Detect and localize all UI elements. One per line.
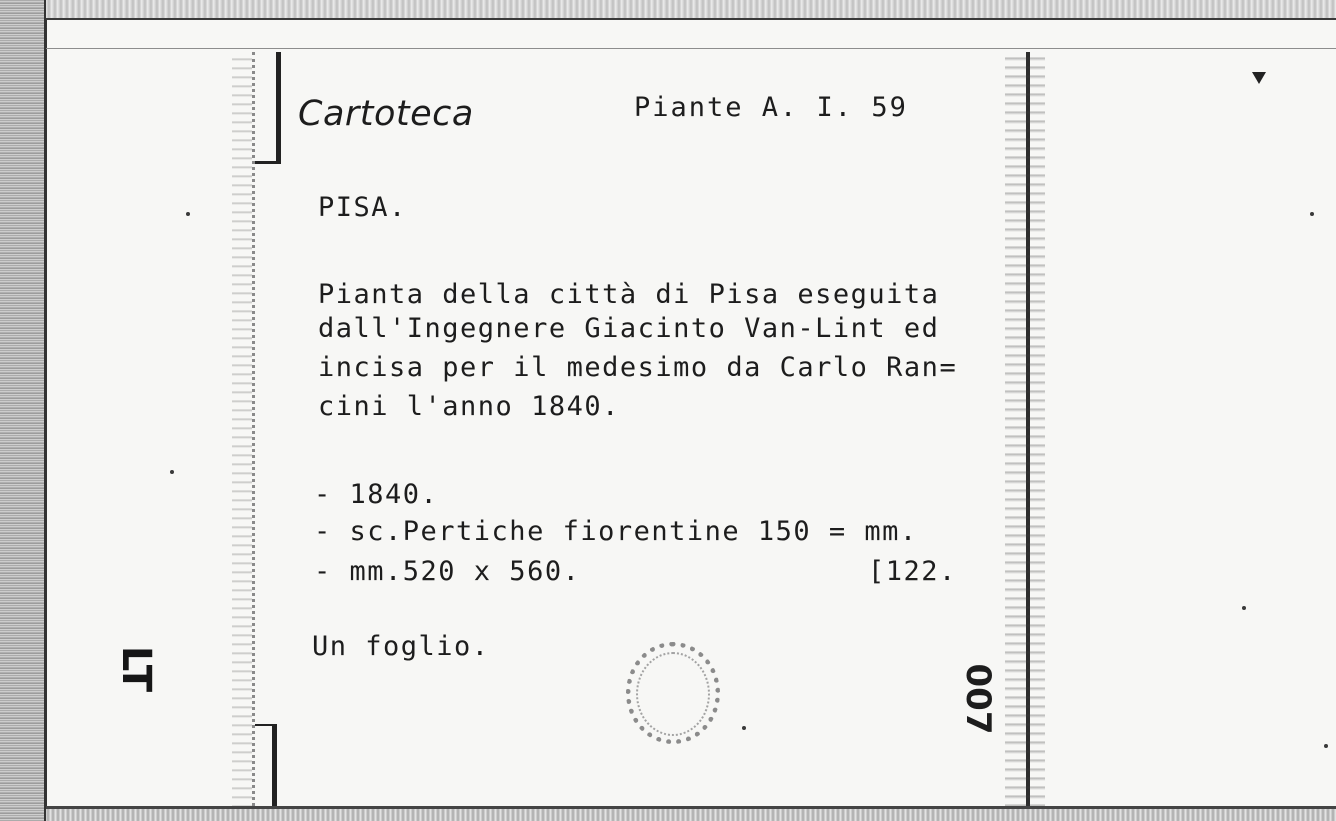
scan-bottom-edge <box>46 809 1336 821</box>
speck <box>186 212 190 216</box>
oval-stamp-inner <box>636 652 710 736</box>
place-heading: PISA. <box>318 192 407 223</box>
speck <box>1310 212 1314 216</box>
collection-label: Cartoteca <box>298 94 474 134</box>
detail-line: - sc.Pertiche fiorentine 150 = mm. <box>314 516 918 547</box>
card-left-shadow <box>232 52 252 806</box>
description-line: Pianta della città di Pisa eseguita <box>318 279 940 310</box>
shelfmark: Piante A. I. 59 <box>634 92 908 123</box>
extent-note: Un foglio. <box>312 631 490 662</box>
scan-top-border <box>46 18 1336 20</box>
triangle-mark-icon <box>1252 72 1266 84</box>
card-tab-bottom <box>255 724 277 806</box>
scan-left-border <box>44 0 47 821</box>
rotated-card-number: 007 <box>958 663 998 735</box>
detail-line: - mm.520 x 560. <box>314 556 581 587</box>
description-line: cini l'anno 1840. <box>318 391 620 422</box>
description-line: dall'Ingegnere Giacinto Van-Lint ed <box>318 313 940 344</box>
speck <box>1242 606 1246 610</box>
card-tab-top <box>255 52 281 164</box>
speck <box>1324 744 1328 748</box>
speck <box>170 470 174 474</box>
margin-mark: LT <box>113 645 159 693</box>
scan-top-edge <box>46 0 1336 20</box>
scan-top-rule <box>46 48 1336 49</box>
scan-left-edge <box>0 0 46 821</box>
detail-line: - 1840. <box>314 479 439 510</box>
speck <box>742 726 746 730</box>
card-right-shadow <box>1005 52 1045 806</box>
description-line: incisa per il medesimo da Carlo Ran= <box>318 352 958 383</box>
reference-number: [122. <box>868 556 957 587</box>
